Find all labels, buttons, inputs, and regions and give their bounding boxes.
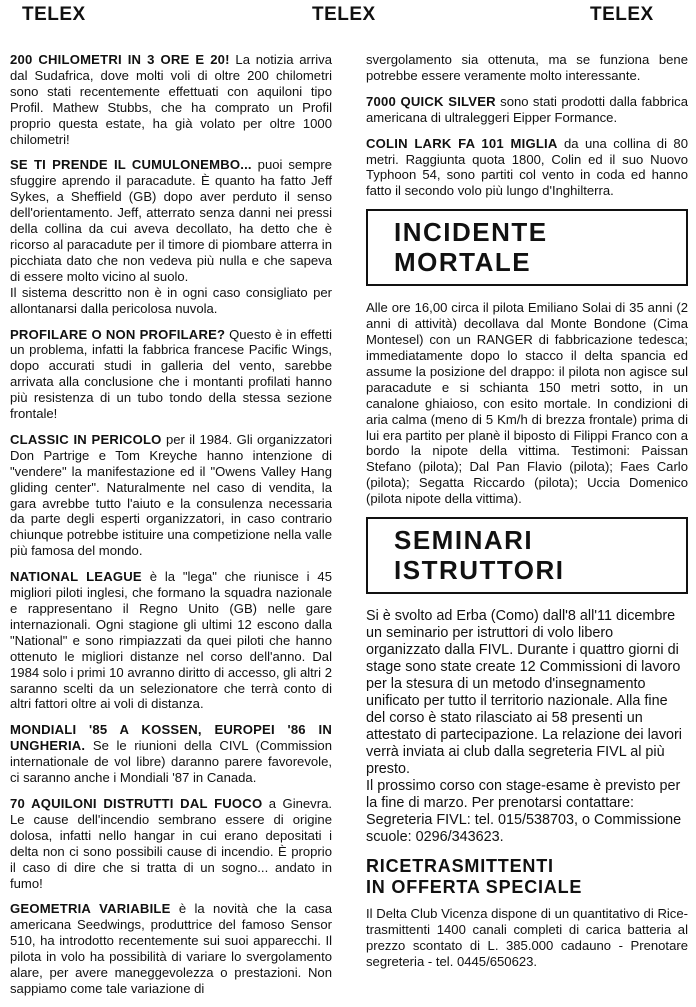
article-body: per il 1984. Gli organizzatori Don Partrige e Tom Kreyche hanno intenzione di "vendere" la manifestazione ed il "Owens Valley Hang gliding center". Naturalmente nel caso di vendita, la gara avrebbe tutto l'aiuto e la consulenza necessaria da parte degli esperti organizzatori, in caso contrario chiunque potrebbe istituire una competizione nella valle più famosa del mondo. xyxy=(10,431,332,559)
seminari-title-line2: ISTRUTTORI xyxy=(394,555,565,586)
incidente-title-line2: MORTALE xyxy=(394,247,532,278)
article-title: COLIN LARK FA 101 MIGLIA xyxy=(366,135,558,151)
article-body: è la novità che la casa americana Seedwings, produttrice del famoso Sensor 510, ha introdotto recentemente sui suoi apparecchi. Il pilota in volo ha possibilità di variare lo svergolamento alare, per avere maneggevolezza o prestazioni. Non sappiamo come tale variazione di xyxy=(10,901,332,996)
header-left: TELEX xyxy=(22,4,86,25)
article-title: PROFILARE O NON PROFILARE? xyxy=(10,326,226,342)
incidente-title-line1: INCIDENTE xyxy=(394,217,548,248)
article xyxy=(10,52,332,147)
seminari-title-box xyxy=(366,517,688,594)
article xyxy=(10,569,332,712)
article-title: NATIONAL LEAGUE xyxy=(10,569,142,585)
article-title: SE TI PRENDE IL CUMULONEMBO... xyxy=(10,157,252,173)
article-body: Se le riunioni della CIVL (Commission internationale de vol libre) daranno parere favorevole, ci saranno anche i Mondiali '87 in Canada. xyxy=(10,738,332,786)
article xyxy=(10,157,332,316)
article-body: è la "lega" che riunisce i 45 migliori piloti inglesi, che formano la squadra nazionale e rappresentano il Regno Unito (GB) nelle gare internazionali. Ogni stagione gli ultimi 12 escono dalla "National" e sono rimpiazzati da quei piloti che hanno ottenuto le migliori distanze nel corso dell'anno. Dal 1984 solo i primi 10 avranno diritto di accesso, gli altri 2 saranno scelti da un selezionatore che terrà conto di altri fattori oltre ai voli di distanza. xyxy=(10,569,332,712)
article xyxy=(10,432,332,559)
article-title: 7000 QUICK SILVER xyxy=(366,93,496,109)
article-title: CLASSIC IN PERICOLO xyxy=(10,431,162,447)
article xyxy=(366,136,688,200)
article-body: da una collina di 80 metri. Raggiunta quota 1800, Colin ed il suo Nuovo Typhoon 54, sono partiti col vento in coda ed hanno fatto il secondo volo più lungo d'Inghilterra. xyxy=(366,135,688,199)
article-title: 200 CHILOMETRI IN 3 ORE E 20! xyxy=(10,52,230,67)
seminari-title-line1: SEMINARI xyxy=(394,525,534,556)
seminari-body-2: Il prossimo corso con stage-esame è previsto per la fine di marzo. Per prenotarsi contattare: Segreteria FIVL: tel. 015/538703, o Commissione scuole: 0296/343623. xyxy=(366,778,682,846)
article xyxy=(366,52,688,84)
article xyxy=(10,327,332,422)
article xyxy=(10,796,332,891)
left-column xyxy=(10,52,332,1007)
ricetrasmittenti-title-line1: RICETRASMITTENTI xyxy=(366,856,554,877)
article xyxy=(10,722,332,786)
article-body: svergolamento sia ottenuta, ma se funziona bene potrebbe essere veramente molto interessante. xyxy=(366,52,688,83)
article-title: GEOMETRIA VARIABILE xyxy=(10,901,171,917)
incidente-title-box xyxy=(366,209,688,286)
ricetrasmittenti-body: Il Delta Club Vicenza dispone di un quantitativo di Rice-trasmittenti 1400 canali completi di carica batteria al prezzo scontato di L. 385.000 cadauno - Prenotare segreteria - tel. 0445/650623. xyxy=(366,906,688,969)
right-column xyxy=(366,52,688,980)
article-body: puoi sempre sfuggire aprendo il paracadute. È quanto ha fatto Jeff Sykes, a Sheffield (GB) dopo aver perduto il senso dell'orientamento. Jeff, atterrato senza danni nei pressi della collina da cui aveva decollato, ha detto che è ricorso al paracadute per il timore di piombare atterra in picchiata dato che non vedeva più nulla e che sapeva di essere molto vicino al suolo. xyxy=(10,157,332,284)
article-body: a Ginevra. Le cause dell'incendio sembrano essere di origine dolosa, infatti nello hangar in cui erano depositati i delta non ci sono possibili cause di incendio. È proprio il caso di dire che si tratta di un sogno... andato in fumo! xyxy=(10,795,332,891)
article-title: MONDIALI '85 A KOSSEN, EUROPEI '86 IN UNGHERIA. xyxy=(10,722,332,754)
ricetrasmittenti-title-line2: IN OFFERTA SPECIALE xyxy=(366,877,583,898)
article-body: Questo è in effetti un problema, infatti la fabbrica francese Pacific Wings, dopo accurati studi in galleria del vento, sarebbe arrivata alla conclusione che i montanti profilati hanno più resistenza di un tubo tondo della stessa sezione frontale! xyxy=(10,326,333,422)
article xyxy=(366,94,688,126)
article-body: sono stati prodotti dalla fabbrica americana di ultraleggeri Eipper Formance. xyxy=(366,93,688,125)
incidente-body: Alle ore 16,00 circa il pilota Emiliano Solai di 35 anni (2 anni di attività) decollava dal Monte Bondone (Cima Montesel) con un RANGER di fabbricazione tedesca; immediatamente dopo lo stacco il delta spancia ed assume la posizione del drappo: il pilota non agisce sul paracadute e si schianta 150 metri sotto, in un canalone ghiaioso, con esito mortale. In condizioni di aria calma (meno di 5 Km/h di brezza frontale) prima di lui era partito per planè il biposto di Filippi Franco con a bordo la nipote della vittima. Testimoni: Paissan Stefano (pilota); Dal Pan Flavio (pilota); Faes Carlo (pilota); Segatta Riccardo (pilota); Uccia Domenico (pilota nipote della vittima). xyxy=(366,300,688,507)
article-title: 70 AQUILONI DISTRUTTI DAL FUOCO xyxy=(10,795,263,811)
seminari-body: Si è svolto ad Erba (Como) dall'8 all'11 dicembre un seminario per istruttori di volo libero organizzato dalla FIVL. Durante i quattro giorni di stage sono state create 12 Commissioni di lavoro per la stesura di un metodo d'insegnamento unificato per tutto il territorio nazionale. Alla fine del corso è stato rilasciato ai 58 presenti un attestato di partecipazione. La relazione dei lavori verrà inviata ai club dalla segreteria FIVL al più presto. xyxy=(366,608,682,778)
article xyxy=(10,901,332,996)
header-center: TELEX xyxy=(312,4,376,25)
article-body: La notizia arriva dal Sudafrica, dove molti voli di oltre 200 chilometri sono stati recentemente effettuati con aquiloni tipo Profil. Mathew Stubbs, che ha comprato un Profil proprio questa estate, ha già volato per oltre 1000 chilometri! xyxy=(10,52,332,147)
header-right: TELEX xyxy=(590,4,654,25)
ricetrasmittenti-title xyxy=(366,856,688,898)
article-extra: Il sistema descritto non è in ogni caso consigliato per allontanarsi dalla pericolosa nuvola. xyxy=(10,284,332,316)
